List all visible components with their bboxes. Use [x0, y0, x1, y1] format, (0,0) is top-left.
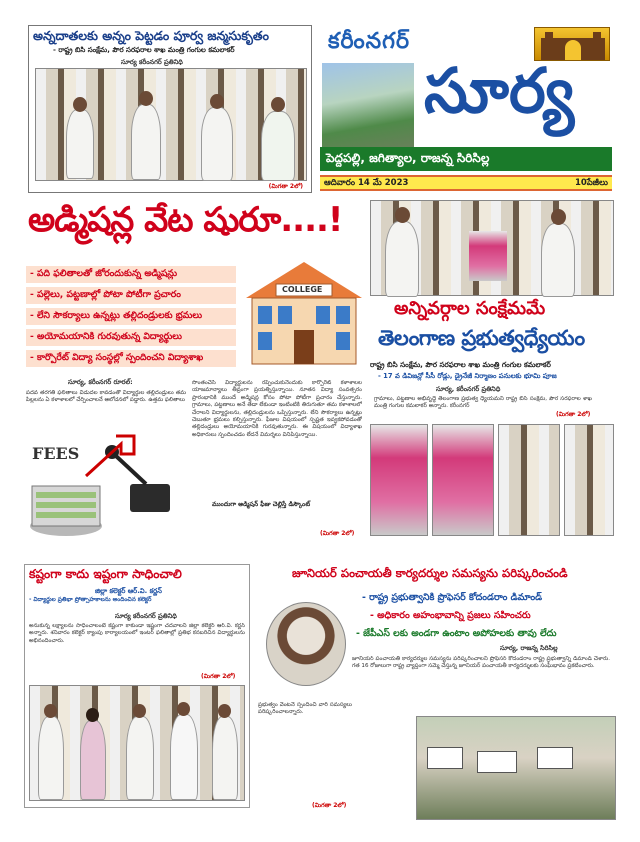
story3-headline-top: అన్నివర్గాల సంక్షేమమే [394, 298, 546, 319]
story4-bullet: - విద్యార్థుల ప్రతిభా ప్రోత్సాహకాలను అందించిన కలెక్టర్ [29, 597, 152, 603]
story1 [28, 25, 312, 193]
story2-body-mid: సొంతంచేసి విద్యార్థులను రప్పించుకునేందుకు కార్పొరేట్ కళాశాలల యాజమాన్యాలు తీవ్రంగా ప్రయత్నిస్తున్నాయి. నూతన విద్యా సంవత్సరం ప్రారంభానికి ముందే అడ్మిషన్ల కోసం పోటా పోటీగా ప్రచారం చేస్తున్నారు. గ్రామాలు, పట్టణాలు అనే తేడా లేకుండా ఇంటింటికి తిరుగుతూ తమ కళాశాలలో చేరాలని విద్యార్థులను, తల్లిదండ్రులను ఒప్పిస్తున్నారు. లేని సౌకర్యాలు ఉన్నట్లు చెబుతూ భ్రమలు కల్పిస్తున్నారు. ఫీజుల విషయంలో స్పష్టత ఇవ్వకపోవడంతో తల్లిదండ్రులు అయోమయానికి గురవుతున్నారు. ఈ విషయంలో విద్యాశాఖ అధికారులు స్పందించడం లేదనే విమర్శలు వినిపిస్తున్నాయి. [192, 380, 362, 438]
story2-bullets [26, 266, 236, 367]
masthead-date: ఆదివారం 14 మే 2023 [324, 178, 409, 188]
story2-headline: అడ్మిషన్ల వేట షురూ....! [28, 200, 343, 240]
fees-illustration [26, 426, 186, 548]
masthead-name: సూర్య [424, 54, 575, 127]
masthead-pages: 10పేజీలు [574, 178, 608, 188]
story4 [24, 564, 250, 808]
story5-body: జూనియర్ పంచాయతీ కార్యదర్శుల సమస్యను పరిష్కరించాలని ప్రొఫెసర్ కోదండరాం రాష్ట్ర ప్రభుత్వాన్ని డిమాండ్ చేశారు. గత 16 రోజులుగా రాష్ట్ర వ్యాప్తంగా సమ్మె చేస్తున్న జూనియర్ పంచాయతీ కార్యదర్శులకు సంఘీభావం ప్రకటించారు. [352, 656, 610, 670]
story4-byline: సూర్య కరీంనగర్ ప్రతినిధి [115, 612, 177, 620]
masthead-districts-bar [320, 147, 612, 171]
masthead-city: కరీంనగర్ [328, 29, 411, 54]
story2-bullet: - పల్లెలు, పట్టణాల్లో పోటా పోటీగా ప్రచారం [26, 287, 236, 304]
story3 [370, 200, 614, 556]
story5-photo-portrait [266, 602, 346, 686]
story2-byline: సూర్య, కరీంనగర్ రూరల్: [68, 378, 133, 386]
story5-photo-protest [416, 716, 616, 820]
story5-line3: - జేపీఎస్ లకు అండగా ఉంటాం అపోహలకు తావు లేదు [356, 628, 557, 639]
story3-photo-top [370, 200, 614, 296]
masthead-districts: పెద్దపల్లి, జగిత్యాల, రాజన్న సిరిసిల్ల [326, 151, 490, 165]
story4-headline: కష్టంగా కాదు ఇష్టంగా సాధించాలి [29, 567, 182, 581]
story2-bullet: - పది ఫలితాలతో జోరందుకున్న అడ్మిషన్లు [26, 266, 236, 283]
masthead-date-bar [320, 175, 612, 191]
story5-continued: (మిగతా 2లో) [312, 802, 347, 809]
story2 [26, 200, 366, 556]
story4-body: అనుకున్న లక్ష్యాలను సాధించాలంటే కష్టంగా కాకుండా ఇష్టంగా చదవాలని జిల్లా కలెక్టర్ ఆర్.వి. కర్ణన్ అన్నారు. శనివారం కలెక్టర్ క్యాంపు కార్యాలయంలో ఇంటర్ ఫలితాల్లో ప్రతిభ కనబరిచిన విద్యార్థులను అభినందించారు. [29, 623, 245, 644]
story3-subhead: రాష్ట్ర బిసి సంక్షేమ, పౌర సరఫరాల శాఖ మంత్రి గంగుల కమలాకర్ [370, 360, 551, 369]
story1-headline: అన్నదాతలకు అన్నం పెట్టడం పూర్వ జన్మసుకృతం [33, 28, 269, 43]
story3-continued: (మిగతా 2లో) [556, 411, 591, 418]
story2-continuation: ముందుగా అడ్మిషన్ ఫీజు చెల్లిస్తే డిస్కౌంట్ [212, 501, 311, 508]
story3-headline-bottom: తెలంగాణ ప్రభుత్వధ్యేయం [378, 326, 585, 350]
story1-byline: సూర్య కరీంనగర్ ప్రతినిధి [121, 58, 183, 66]
story3-photo-a [370, 424, 428, 536]
story3-photo-d [564, 424, 614, 536]
story5-headline: జూనియర్ పంచాయతీ కార్యదర్శుల సమస్యను పరిష్కరించండి [292, 566, 568, 580]
story1-subhead: - రాష్ట్ర బిసి సంక్షేమ, పౌర సరఫరాల శాఖ మంత్రి గంగుల కమలాకర్ [53, 46, 235, 54]
college-sign: COLLEGE [282, 285, 323, 294]
story3-photo-c [498, 424, 560, 536]
story3-byline: సూర్య, కరీంనగర్ ప్రతినిధి [436, 385, 501, 393]
story5-byline: సూర్య, రాజన్న సిరిసిల్ల [500, 644, 558, 652]
story5-line2: - అధికారం అహంభావాన్ని ప్రజలు సహించరు [370, 610, 531, 621]
story3-photo-b [432, 424, 494, 536]
story4-subhead: జిల్లా కలెక్టర్ ఆర్.వి. కర్ణన్ [95, 587, 162, 595]
story5 [256, 566, 616, 826]
story1-photo [35, 68, 307, 181]
story5-body2: ప్రభుత్వం వెంటనే స్పందించి వారి సమస్యలు పరిష్కరించాలన్నారు. [258, 702, 352, 716]
story2-continued: (మిగతా 2లో) [320, 530, 355, 537]
masthead [320, 25, 612, 197]
story2-body-left: పదవ తరగతి ఫలితాలు విడుదల కావడంతో విద్యార్థుల తల్లిదండ్రులు తమ పిల్లలను ఏ కళాశాలలో చేర్పించాలనే ఆలోచనలో పడ్డారు. ఉత్తమ ఫలితాలు [26, 390, 186, 404]
story4-continued: (మిగతా 2లో) [201, 673, 236, 680]
story4-photo [29, 685, 245, 801]
story2-bullet: - అయోమయానికి గురవుతున్న విద్యార్థులు [26, 329, 236, 346]
fees-sign: FEES [32, 444, 80, 463]
story2-bullet: - కార్పొరేట్ విద్యా సంస్థల్లో స్పందించని విద్యాశాఖ [26, 350, 236, 367]
story2-bullet: - లేని సౌకర్యాలు ఉన్నట్లు తల్లిదండ్రులకు భ్రమలు [26, 308, 236, 325]
story3-bullet: - 17 వ డివిజన్లో సీసీ రోడ్లు, డ్రైనేజీ నిర్మాణం పనులకు భూమి పూజ [378, 372, 557, 380]
story3-body: గ్రామాలు, పట్టణాల అభివృద్ధే తెలంగాణ ప్రభుత్వ ధ్యేయమని రాష్ట్ర బీసీ సంక్షేమ, పౌర సరఫరాల శాఖ మంత్రి గంగుల కమలాకర్ అన్నారు. కరీంనగర్ [374, 396, 592, 410]
story5-line1: - రాష్ట్ర ప్రభుత్వానికి ప్రొఫెసర్ కోదండరాం డిమాండ్ [362, 592, 543, 603]
story1-continued: (మిగతా 2లో) [268, 183, 303, 190]
college-illustration [242, 258, 366, 370]
